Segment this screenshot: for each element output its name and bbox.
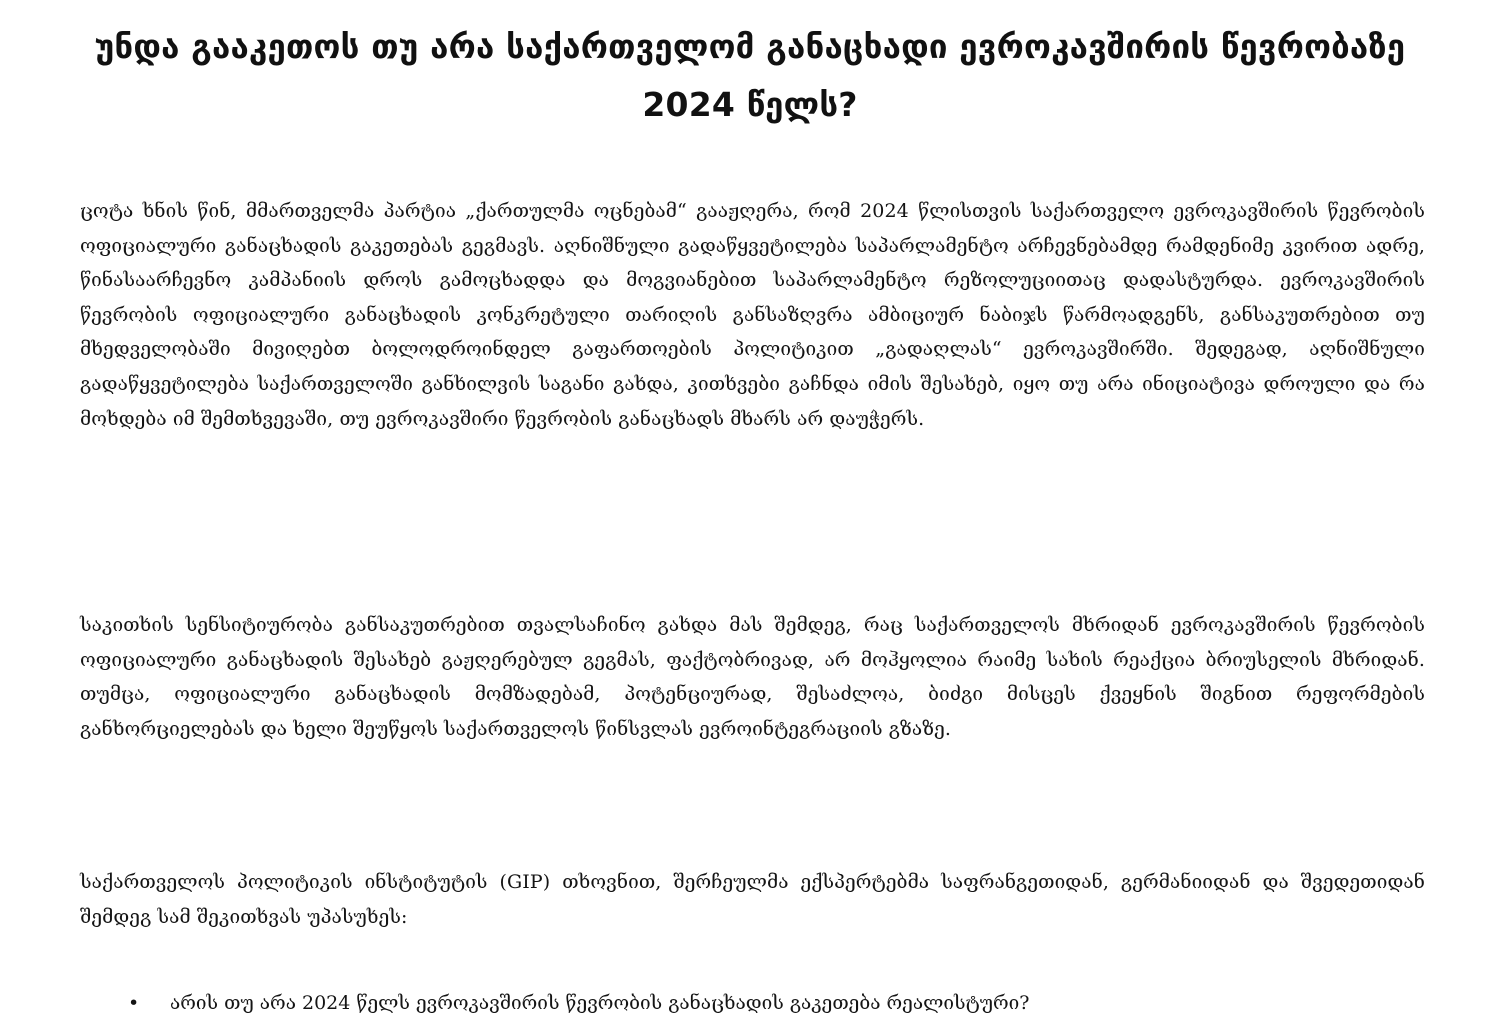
list-item-text: არის თუ არა 2024 წელს ევროკავშირის წევრობის განაცხადის გაკეთება რეალისტური? xyxy=(170,992,1030,1014)
paragraph-1: ცოტა ხნის წინ, მმართველმა პარტია „ქართულმა ოცნებამ“ გააჟღერა, რომ 2024 წლისთვის საქართველო ევროკავშირის წევრობის ოფიციალური განაცხადის გაკეთებას გეგმავს. აღნიშნული გადაწყვეტილება საპარლამენტო არჩევნებამდე რამდენიმე კვირით ადრე, წინასაარჩევნო კამპანიის დროს გამოცხადდა და მოგვიანებით საპარლამენტო რეზოლუციითაც დადასტურდა. ევროკავშირის წევრობის ოფიციალური განაცხადის კონკრეტული თარიღის განსაზღვრა ამბიციურ ნაბიჯს წარმოადგენს, განსაკუთრებით თუ მხედველობაში მივიღებთ ბოლოდროინდელ გაფართოების პოლიტიკით „გადაღლას“ ევროკავშირში. შედეგად, აღნიშნული გადაწყვეტილება საქართველოში განხილვის საგანი გახდა, კითხვები გაჩნდა იმის შესახებ, იყო თუ არა ინიციატივა დროული და რა მოხდება იმ შემთხვევაში, თუ ევროკავშირი წევრობის განაცხადს მხარს არ დაუჭერს. xyxy=(80,200,1425,430)
question-list xyxy=(80,986,1425,1021)
paragraph-3: საქართველოს პოლიტიკის ინსტიტუტის (GIP) თხოვნით, შერჩეულმა ექსპერტებმა საფრანგეთიდან, გერმანიიდან და შვედეთიდან შემდეგ სამ შეკითხვას უპასუხეს: xyxy=(80,871,1425,928)
bullet-icon: • xyxy=(128,992,140,1014)
paragraph-2: საკითხის სენსიტიურობა განსაკუთრებით თვალსაჩინო გახდა მას შემდეგ, რაც საქართველოს მხრიდან ევროკავშირის წევრობის ოფიციალური განაცხადის შესახებ გაჟღერებულ გეგმას, ფაქტობრივად, არ მოჰყოლია რაიმე სახის რეაქცია ბრიუსელის მხრიდან. თუმცა, ოფიციალური განაცხადის მომზადებამ, პოტენციურად, შესაძლოა, ბიძგი მისცეს ქვეყნის შიგნით რეფორმების განხორციელებას და ხელი შეუწყოს საქართველოს წინსვლას ევროინტეგრაციის გზაზე. xyxy=(80,614,1425,740)
list-item xyxy=(80,986,1425,1021)
document-title: უნდა გააკეთოს თუ არა საქართველომ განაცხადი ევროკავშირის წევრობაზე 2024 წელს? xyxy=(94,27,1406,124)
